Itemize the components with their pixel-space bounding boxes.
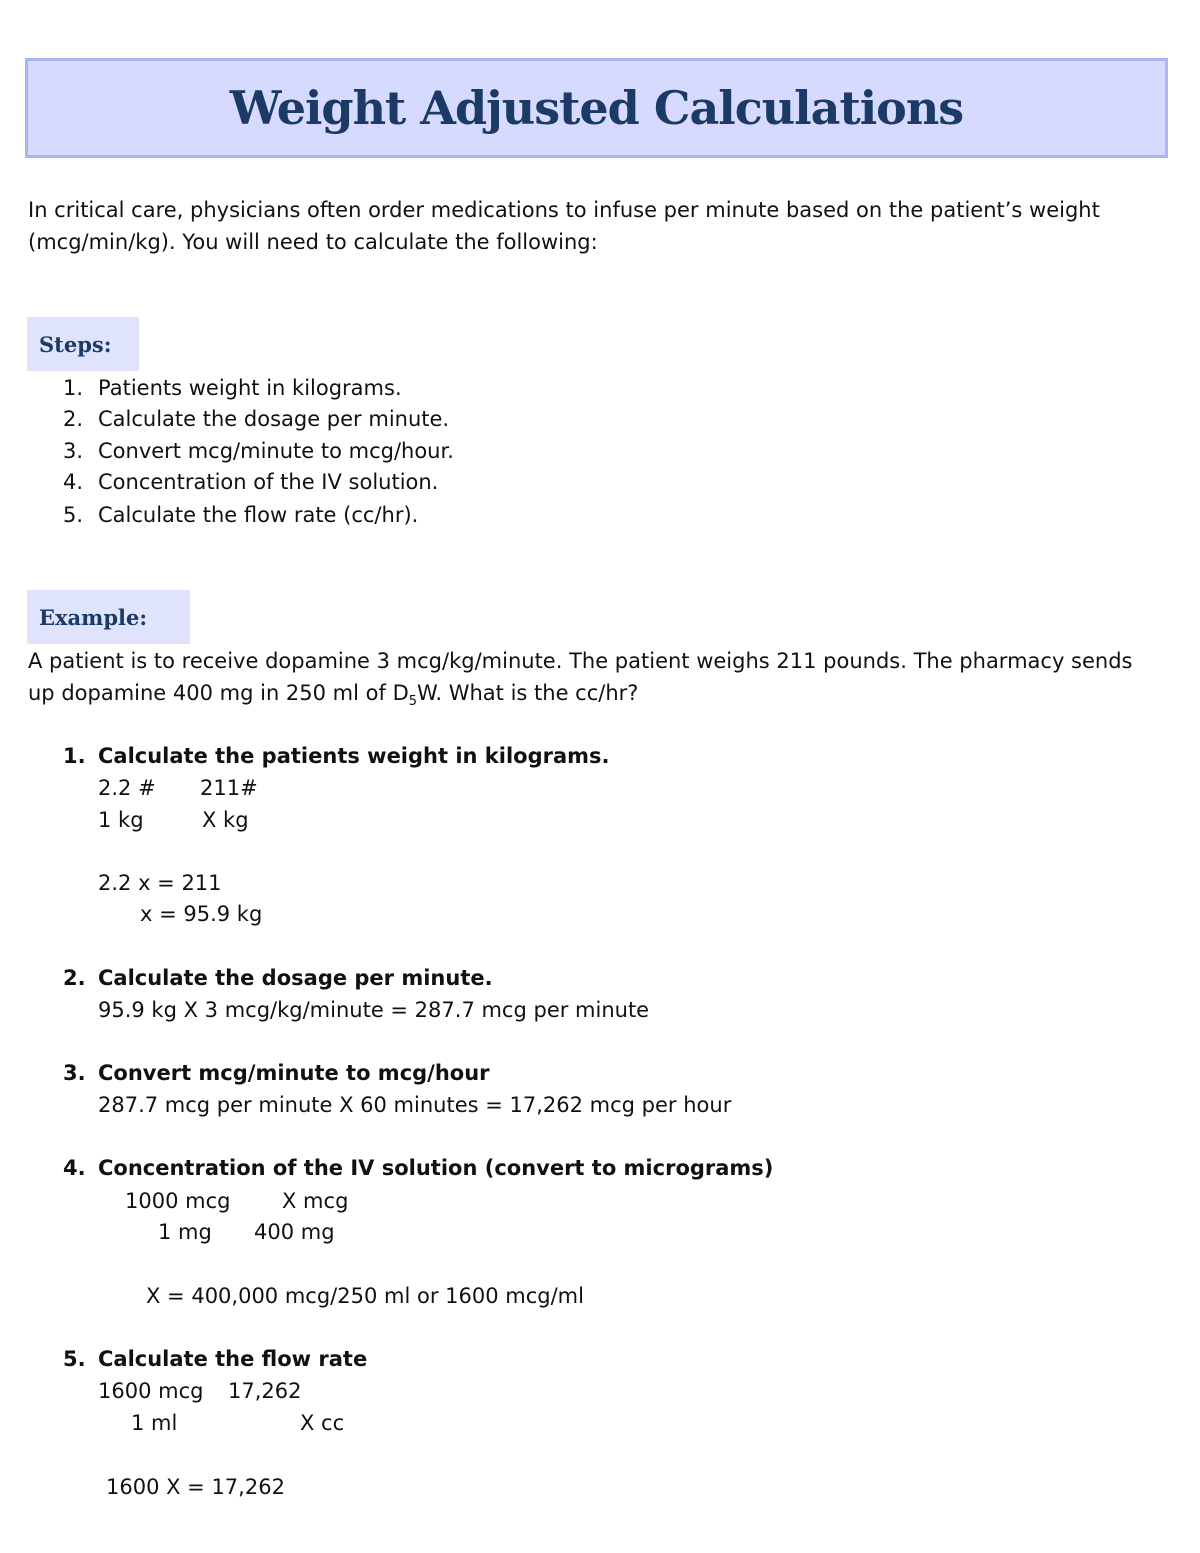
step-1-number: 1.	[63, 744, 86, 768]
example-line-1: A patient is to receive dopamine 3 mcg/kg/minute. The patient weighs 211 pounds. The pharmacy sends	[28, 649, 1133, 673]
step-2-heading: Calculate the dosage per minute.	[98, 966, 493, 990]
step-5-number: 5.	[63, 1347, 86, 1371]
steps-label-box	[27, 317, 139, 371]
step-5-heading: Calculate the flow rate	[98, 1347, 368, 1371]
steps-item-number: 5.	[63, 503, 84, 527]
page-title: Weight Adjusted Calculations	[229, 81, 964, 135]
step-4-equation: X = 400,000 mcg/250 ml or 1600 mcg/ml	[146, 1284, 584, 1308]
example-line-2: up dopamine 400 mg in 250 ml of $D_5W$. What is the cc/hr?	[28, 681, 639, 710]
steps-item-number: 2.	[63, 407, 84, 431]
steps-item: Convert mcg/minute to mcg/hour.	[98, 439, 454, 463]
example-label-box	[27, 590, 190, 644]
step-4-heading: Concentration of the IV solution (convert to micrograms)	[98, 1156, 774, 1180]
step-2-number: 2.	[63, 966, 86, 990]
step-4-ratio-a2: X mcg	[282, 1189, 349, 1213]
steps-item: Patients weight in kilograms.	[98, 376, 402, 400]
steps-item-number: 4.	[63, 470, 84, 494]
intro-line-1: In critical care, physicians often order medications to infuse per minute based on the patient’s weight	[28, 198, 1100, 222]
step-4-ratio-a1: 1000 mcg	[125, 1189, 231, 1213]
step-4-ratio-b1: 1 mg	[158, 1220, 212, 1244]
step-5-ratio-a1: 1600 mcg	[98, 1379, 204, 1403]
steps-item: Calculate the dosage per minute.	[98, 407, 450, 431]
step-1-ratio-a1: 2.2 #	[98, 776, 156, 800]
step-1-equation-2: x = 95.9 kg	[140, 902, 263, 926]
step-3-line: 287.7 mcg per minute X 60 minutes = 17,262 mcg per hour	[98, 1093, 732, 1117]
step-5-ratio-b2: X cc	[300, 1411, 345, 1435]
step-1-heading: Calculate the patients weight in kilograms.	[98, 744, 610, 768]
step-3-heading: Convert mcg/minute to mcg/hour	[98, 1061, 490, 1085]
steps-item-number: 1.	[63, 376, 84, 400]
intro-line-2: (mcg/min/kg). You will need to calculate the following:	[28, 230, 598, 254]
title-banner	[25, 58, 1168, 158]
steps-item: Calculate the flow rate (cc/hr).	[98, 503, 419, 527]
steps-item-number: 3.	[63, 439, 84, 463]
step-3-number: 3.	[63, 1061, 86, 1085]
step-5-ratio-b1: 1 ml	[131, 1411, 178, 1435]
steps-item: Concentration of the IV solution.	[98, 470, 439, 494]
step-2-line: 95.9 kg X 3 mcg/kg/minute = 287.7 mcg per minute	[98, 998, 650, 1022]
step-1-equation-1: 2.2 x = 211	[98, 871, 222, 895]
step-1-ratio-a2: 211#	[200, 776, 258, 800]
step-4-ratio-b2: 400 mg	[254, 1220, 335, 1244]
step-1-ratio-b2: X kg	[202, 808, 249, 832]
steps-label: Steps:	[39, 331, 112, 357]
example-label: Example:	[39, 604, 148, 630]
step-5-ratio-a2: 17,262	[228, 1379, 302, 1403]
step-5-equation: 1600 X = 17,262	[106, 1475, 285, 1499]
step-4-number: 4.	[63, 1156, 86, 1180]
step-1-ratio-b1: 1 kg	[98, 808, 144, 832]
